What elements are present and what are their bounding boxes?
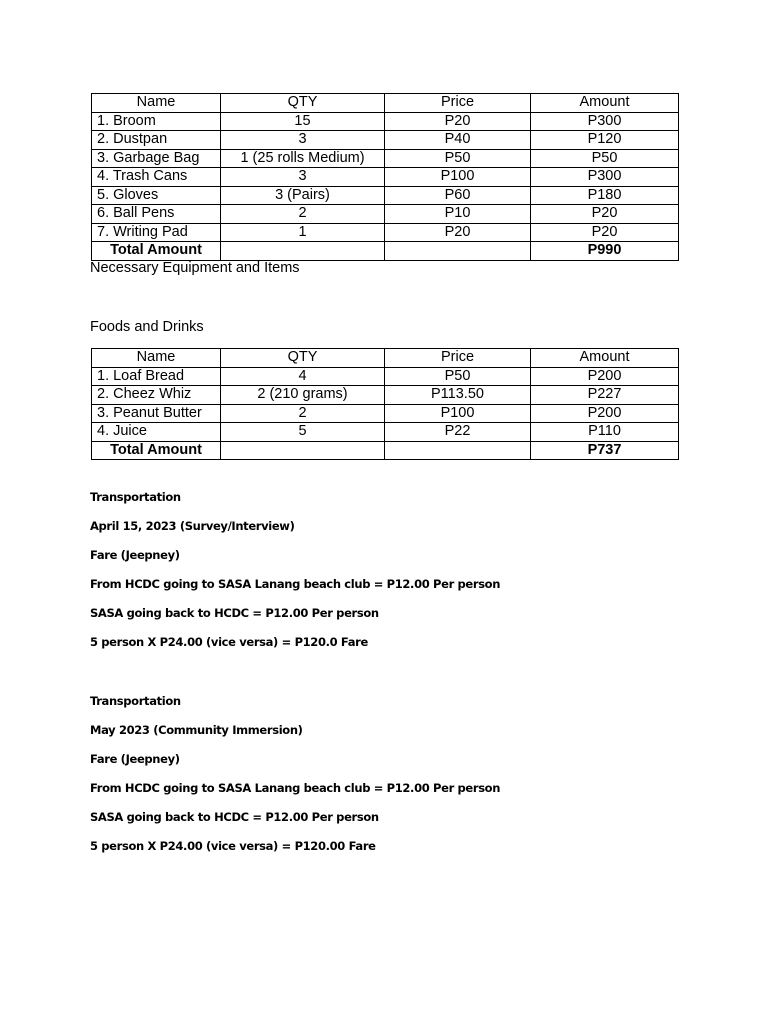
transport1-fare: Fare (Jeepney) (90, 548, 180, 562)
empty-cell (221, 441, 385, 460)
item-amount: P227 (531, 386, 679, 405)
item-amount: P300 (531, 168, 679, 187)
table-header-row (92, 349, 679, 368)
item-qty: 3 (Pairs) (221, 186, 385, 205)
item-amount: P20 (531, 205, 679, 224)
item-name: 2. Dustpan (92, 131, 221, 150)
table-row (92, 367, 679, 386)
table-row (92, 404, 679, 423)
foods-table (91, 348, 679, 460)
total-row (92, 242, 679, 261)
item-qty: 3 (221, 168, 385, 187)
table-row (92, 223, 679, 242)
item-name: 2. Cheez Whiz (92, 386, 221, 405)
item-qty: 1 (25 rolls Medium) (221, 149, 385, 168)
table-row (92, 131, 679, 150)
transport2-line3 (90, 839, 376, 853)
total-value: P990 (531, 242, 679, 261)
item-name: 1. Loaf Bread (92, 367, 221, 386)
transport2-line2: SASA going back to HCDC = P12.00 Per person (90, 810, 379, 824)
empty-cell (385, 441, 531, 460)
empty-cell (221, 242, 385, 261)
table-row (92, 112, 679, 131)
equipment-caption: Necessary Equipment and Items (90, 260, 300, 276)
transport1-line3-value: P120.0 Fare (294, 635, 368, 649)
item-price: P22 (385, 423, 531, 442)
item-name: 4. Juice (92, 423, 221, 442)
item-price: P10 (385, 205, 531, 224)
item-name: 3. Garbage Bag (92, 149, 221, 168)
item-amount: P120 (531, 131, 679, 150)
column-header-qty: QTY (221, 94, 385, 113)
item-amount: P110 (531, 423, 679, 442)
item-amount: P20 (531, 223, 679, 242)
transport2-date: May 2023 (Community Immersion) (90, 723, 303, 737)
total-label: Total Amount (92, 441, 221, 460)
column-header-name: Name (92, 94, 221, 113)
item-name: 3. Peanut Butter (92, 404, 221, 423)
total-label: Total Amount (92, 242, 221, 261)
transport1-line3 (90, 635, 368, 649)
item-price: P100 (385, 404, 531, 423)
table-header-row (92, 94, 679, 113)
table-row (92, 423, 679, 442)
item-amount: P50 (531, 149, 679, 168)
transport2-line3-prefix: 5 person X P24.00 (vice versa) = (90, 839, 295, 853)
item-name: 6. Ball Pens (92, 205, 221, 224)
total-row (92, 441, 679, 460)
item-price: P20 (385, 223, 531, 242)
item-qty: 5 (221, 423, 385, 442)
item-price: P50 (385, 149, 531, 168)
total-value: P737 (531, 441, 679, 460)
transport1-date: April 15, 2023 (Survey/Interview) (90, 519, 295, 533)
item-price: P50 (385, 367, 531, 386)
table-row (92, 168, 679, 187)
item-qty: 4 (221, 367, 385, 386)
transport1-line2: SASA going back to HCDC = P12.00 Per person (90, 606, 379, 620)
item-amount: P180 (531, 186, 679, 205)
item-name: 7. Writing Pad (92, 223, 221, 242)
transport2-fare: Fare (Jeepney) (90, 752, 180, 766)
column-header-price: Price (385, 349, 531, 368)
column-header-amount: Amount (531, 349, 679, 368)
transport1-line3-prefix: 5 person X P24.00 (vice versa) = (90, 635, 295, 649)
item-qty: 2 (221, 205, 385, 224)
table-row (92, 386, 679, 405)
item-qty: 1 (221, 223, 385, 242)
column-header-price: Price (385, 94, 531, 113)
transport1-line1: From HCDC going to SASA Lanang beach club = P12.00 Per person (90, 577, 501, 591)
item-amount: P200 (531, 404, 679, 423)
transport2-title: Transportation (90, 694, 181, 708)
transport1-title: Transportation (90, 490, 181, 504)
item-price: P100 (385, 168, 531, 187)
item-name: 1. Broom (92, 112, 221, 131)
column-header-amount: Amount (531, 94, 679, 113)
item-qty: 2 (210 grams) (221, 386, 385, 405)
item-qty: 15 (221, 112, 385, 131)
table-row (92, 149, 679, 168)
empty-cell (385, 242, 531, 261)
transport2-line3-value: P120.00 Fare (294, 839, 376, 853)
column-header-name: Name (92, 349, 221, 368)
item-price: P113.50 (385, 386, 531, 405)
item-amount: P300 (531, 112, 679, 131)
item-price: P60 (385, 186, 531, 205)
item-name: 5. Gloves (92, 186, 221, 205)
table-row (92, 186, 679, 205)
transport2-line1: From HCDC going to SASA Lanang beach club = P12.00 Per person (90, 781, 501, 795)
item-qty: 2 (221, 404, 385, 423)
foods-heading: Foods and Drinks (90, 319, 204, 335)
equipment-table (91, 93, 679, 261)
item-amount: P200 (531, 367, 679, 386)
item-qty: 3 (221, 131, 385, 150)
item-price: P40 (385, 131, 531, 150)
item-name: 4. Trash Cans (92, 168, 221, 187)
table-row (92, 205, 679, 224)
column-header-qty: QTY (221, 349, 385, 368)
item-price: P20 (385, 112, 531, 131)
